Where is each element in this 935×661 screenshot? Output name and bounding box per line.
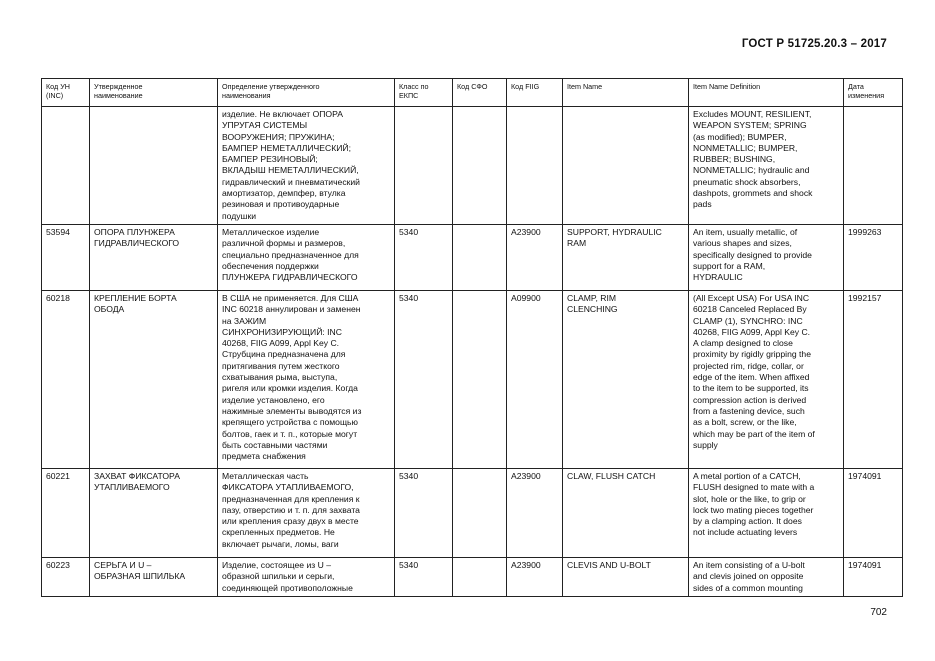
column-header-ekps: Класс по ЕКПС — [395, 79, 453, 107]
cell-definition-ru: изделие. Не включает ОПОРА УПРУГАЯ СИСТЕМЫ ВООРУЖЕНИЯ; ПРУЖИНА; БАМПЕР НЕМЕТАЛЛИЧЕСКИЙ; БАМПЕР РЕЗИНОВЫЙ; ВКЛАДЫШ НЕМЕТАЛЛИЧЕСКИЙ, гидравлический и пневматический амортизатор, демпфер, втулка резиновая и противоударные подушки — [218, 107, 395, 225]
cell-sfo — [453, 224, 507, 290]
page-number: 702 — [870, 607, 887, 618]
cell-name-ru: ЗАХВАТ ФИКСАТОРА УТАПЛИВАЕМОГО — [90, 468, 218, 557]
cell-fiig: A09900 — [507, 290, 563, 468]
cell-fiig: A23900 — [507, 468, 563, 557]
cell-sfo — [453, 290, 507, 468]
cell-ekps: 5340 — [395, 224, 453, 290]
cell-name-ru: КРЕПЛЕНИЕ БОРТА ОБОДА — [90, 290, 218, 468]
column-header-definition-en: Item Name Definition — [689, 79, 844, 107]
cell-sfo — [453, 107, 507, 225]
cell-item-name: CLAMP, RIM CLENCHING — [563, 290, 689, 468]
cell-ekps: 5340 — [395, 557, 453, 596]
cell-definition-en: An item, usually metallic, of various shapes and sizes, specifically designed to provide support for a RAM, HYDRAULIC — [689, 224, 844, 290]
cell-date: 1992157 — [844, 290, 903, 468]
cell-inc: 60221 — [42, 468, 90, 557]
cell-date — [844, 107, 903, 225]
cell-definition-en: Excludes MOUNT, RESILIENT, WEAPON SYSTEM; SPRING (as modified); BUMPER, NONMETALLIC; BUMPER, RUBBER; BUSHING, NONMETALLIC; hydraulic and pneumatic shock absorbers, dashpots, grommets and shock pads — [689, 107, 844, 225]
cell-definition-ru: В США не применяется. Для США INC 60218 аннулирован и заменен на ЗАЖИМ СИНХРОНИЗИРУЮЩИЙ: INC 40268, FIIG A099, Appl Key C. Струбцина предназначена для притягивания путем жесткого схватывания рыма, выступа, ригеля или кромки изделия. Когда изделие установлено, его нажимные элементы выводятся из крепящего устройства с помощью болтов, гаек и т. п., которые могут быть составными частями предмета снабжения — [218, 290, 395, 468]
table-row — [42, 290, 903, 468]
column-header-definition-ru: Определение утвержденного наименования — [218, 79, 395, 107]
cell-inc — [42, 107, 90, 225]
cell-name-ru — [90, 107, 218, 225]
cell-item-name: CLEVIS AND U-BOLT — [563, 557, 689, 596]
column-header-date: Дата изменения — [844, 79, 903, 107]
cell-fiig: A23900 — [507, 224, 563, 290]
table-row — [42, 107, 903, 225]
cell-inc: 60218 — [42, 290, 90, 468]
cell-inc: 53594 — [42, 224, 90, 290]
cell-ekps: 5340 — [395, 468, 453, 557]
cell-definition-en: (All Except USA) For USA INC 60218 Canceled Replaced By CLAMP (1), SYNCHRO: INC 40268, FIIG A099, Appl Key C. A clamp designed to close proximity by rigidly gripping the projected rim, ridge, collar, or edge of the item. When affixed to the item to be supported, its compression action is derived from a fastening device, such as a bolt, screw, or the like, which may be part of the item of supply — [689, 290, 844, 468]
column-header-fiig: Код FIIG — [507, 79, 563, 107]
table-row — [42, 468, 903, 557]
cell-ekps: 5340 — [395, 290, 453, 468]
nomenclature-table — [41, 78, 903, 597]
table-row — [42, 557, 903, 596]
table-row — [42, 224, 903, 290]
cell-sfo — [453, 557, 507, 596]
column-header-name-ru: Утвержденное наименование — [90, 79, 218, 107]
cell-inc: 60223 — [42, 557, 90, 596]
cell-ekps — [395, 107, 453, 225]
cell-date: 1974091 — [844, 557, 903, 596]
table-header-row — [42, 79, 903, 107]
column-header-item-name: Item Name — [563, 79, 689, 107]
cell-fiig: A23900 — [507, 557, 563, 596]
cell-definition-en: A metal portion of a CATCH, FLUSH designed to mate with a slot, hole or the like, to grip or lock two mating pieces together by a clamping action. It does not include actuating levers — [689, 468, 844, 557]
column-header-inc: Код УН (INC) — [42, 79, 90, 107]
cell-item-name — [563, 107, 689, 225]
cell-date: 1999263 — [844, 224, 903, 290]
cell-definition-en: An item consisting of a U-bolt and clevis joined on opposite sides of a common mounting — [689, 557, 844, 596]
cell-item-name: SUPPORT, HYDRAULIC RAM — [563, 224, 689, 290]
cell-definition-ru: Металлическая часть ФИКСАТОРА УТАПЛИВАЕМОГО, предназначенная для крепления к пазу, отверстию и т. п. для захвата или крепления сразу двух в месте скрепленных предметов. Не включает рычаги, ломы, ваги — [218, 468, 395, 557]
cell-definition-ru: Изделие, состоящее из U – образной шпильки и серьги, соединяющей противоположные — [218, 557, 395, 596]
cell-name-ru: СЕРЬГА И U – ОБРАЗНАЯ ШПИЛЬКА — [90, 557, 218, 596]
document-standard-header: ГОСТ Р 51725.20.3 – 2017 — [741, 38, 887, 50]
cell-item-name: CLAW, FLUSH CATCH — [563, 468, 689, 557]
cell-date: 1974091 — [844, 468, 903, 557]
column-header-sfo: Код СФО — [453, 79, 507, 107]
cell-name-ru: ОПОРА ПЛУНЖЕРА ГИДРАВЛИЧЕСКОГО — [90, 224, 218, 290]
cell-definition-ru: Металлическое изделие различной формы и размеров, специально предназначенное для обеспечения поддержки ПЛУНЖЕРА ГИДРАВЛИЧЕСКОГО — [218, 224, 395, 290]
cell-sfo — [453, 468, 507, 557]
cell-fiig — [507, 107, 563, 225]
